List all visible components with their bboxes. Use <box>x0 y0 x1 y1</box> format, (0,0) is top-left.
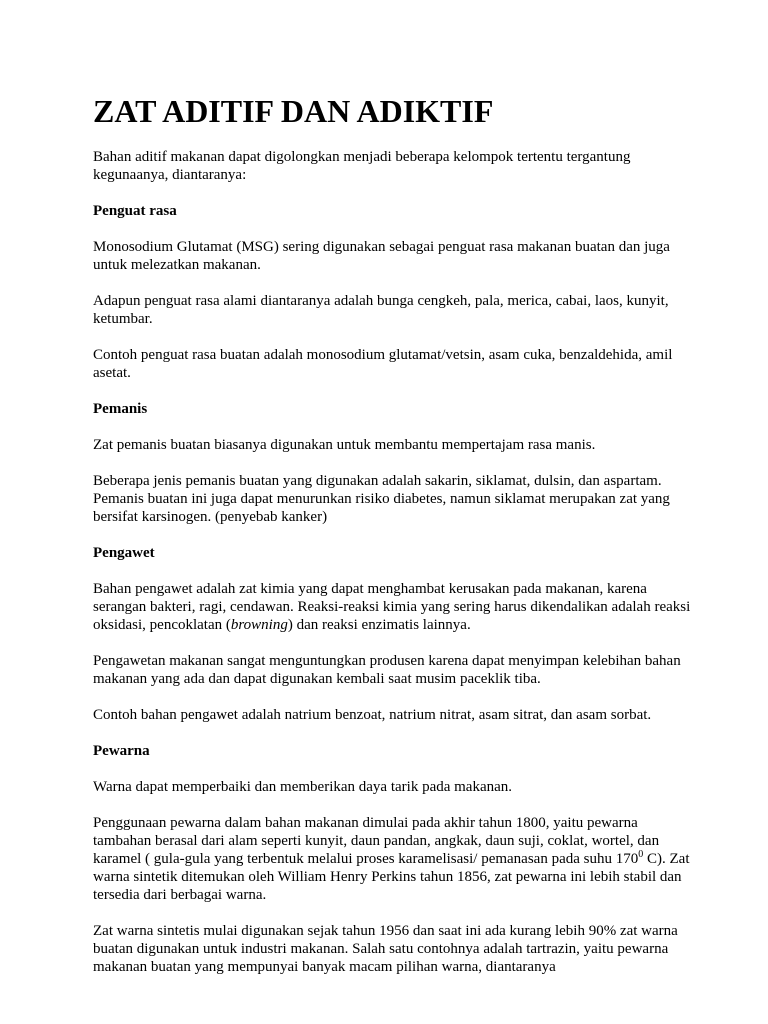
heading-pewarna: Pewarna <box>93 743 150 759</box>
degree-superscript: 0 <box>638 849 644 860</box>
pemanis-paragraph-1: Zat pemanis buatan biasanya digunakan untuk membantu mempertajam rasa manis. <box>93 437 596 453</box>
pewarna-p2-text-start: Penggunaan pewarna dalam bahan makanan dimulai pada akhir tahun 1800, yaitu pewarna tambahan berasal dari alam seperti kunyit, daun pandan, angkak, daun suji, coklat, wortel, dan karamel ( gula-gula yang terbentuk melalui proses karamelisasi/ pemanasan pada suhu 170 <box>93 815 660 867</box>
penguat-paragraph-3: Contoh penguat rasa buatan adalah monosodium glutamat/vetsin, asam cuka, benzaldehida, amil asetat. <box>93 347 673 381</box>
pengawet-paragraph-3: Contoh bahan pengawet adalah natrium benzoat, natrium nitrat, asam sitrat, dan asam sorbat. <box>93 707 652 723</box>
pewarna-paragraph-3: Zat warna sintetis mulai digunakan sejak tahun 1956 dan saat ini ada kurang lebih 90% zat warna buatan digunakan untuk industri makanan. Salah satu contohnya adalah tartrazin, yaitu pewarna makanan buatan yang mempunyai banyak macam pilihan warna, diantaranya <box>93 923 678 975</box>
pemanis-paragraph-2: Beberapa jenis pemanis buatan yang digunakan adalah sakarin, siklamat, dulsin, dan aspartam. Pemanis buatan ini juga dapat menurunkan risiko diabetes, namun siklamat merupakan zat yang bersifat karsinogen. (penyebab kanker) <box>93 473 670 525</box>
heading-penguat-rasa: Penguat rasa <box>93 203 177 219</box>
penguat-paragraph-1: Monosodium Glutamat (MSG) sering digunakan sebagai penguat rasa makanan buatan dan juga untuk melezatkan makanan. <box>93 239 670 273</box>
intro-paragraph: Bahan aditif makanan dapat digolongkan menjadi beberapa kelompok tertentu tergantung kegunaanya, diantaranya: <box>93 149 631 183</box>
pengawet-paragraph-2: Pengawetan makanan sangat menguntungkan produsen karena dapat menyimpan kelebihan bahan makanan yang ada dan dapat digunakan kembali saat musim paceklik tiba. <box>93 653 681 687</box>
document-page <box>93 92 693 994</box>
pengawet-paragraph-1 <box>93 580 693 634</box>
pengawet-p1-text-start: Bahan pengawet adalah zat kimia yang dapat menghambat kerusakan pada makanan, karena serangan bakteri, ragi, cendawan. Reaksi-reaksi kimia yang sering harus dikendalikan adalah reaksi oksidasi, pencoklatan ( <box>93 581 691 633</box>
pengawet-p1-text-end: ) dan reaksi enzimatis lainnya. <box>287 617 471 633</box>
document-title: ZAT ADITIF DAN ADIKTIF <box>93 93 494 129</box>
heading-pengawet: Pengawet <box>93 545 155 561</box>
pewarna-p2-text-end: C). Zat warna sintetik ditemukan oleh William Henry Perkins tahun 1856, zat pewarna ini lebih stabil dan tersedia dari berbagai warna. <box>93 851 690 903</box>
heading-pemanis: Pemanis <box>93 401 148 417</box>
pengawet-p1-italic: browning <box>230 617 288 633</box>
pewarna-paragraph-2 <box>93 814 693 904</box>
pewarna-paragraph-1: Warna dapat memperbaiki dan memberikan daya tarik pada makanan. <box>93 779 513 795</box>
penguat-paragraph-2: Adapun penguat rasa alami diantaranya adalah bunga cengkeh, pala, merica, cabai, laos, kunyit, ketumbar. <box>93 293 669 327</box>
